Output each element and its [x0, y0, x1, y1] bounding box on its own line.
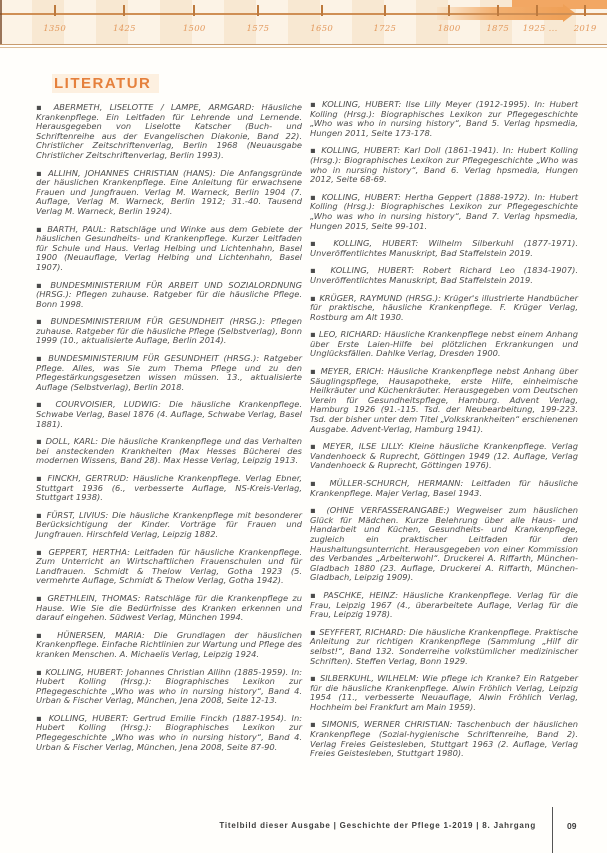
literature-column-right: [310, 100, 578, 767]
page-number: 09: [567, 821, 577, 831]
footer-caption: Titelbild dieser Ausgabe | Geschichte der Pflege 1-2019 | 8. Jahrgang: [219, 821, 536, 830]
literature-entry: ▪ (OHNE VERFASSERANGABE:) Wegweiser zum häuslichen Glück für Mädchen. Kurze Belehrung über alle Haus- und Handarbeit und Küchen, Gesundheits- und Krankenpflege, zugleich ein praktischer Leitfaden für den Haushaltungsunterricht. Herausgegeben von einer Kommission des Verbandes „Arbeiterwohl“. Druckerei A. Riffarth, München-Gladbach 1880 (23. Auflage, Druckerei A. Riffarth, München-Gladbach, Leipzig 1909).: [310, 505, 578, 583]
footer-divider: [552, 807, 553, 853]
literature-entry: ▪ DOLL, KARL: Die häusliche Krankenpflege und das Verhalten bei ansteckenden Krankheiten (Max Hesses Bücherei des modernen Wissens, Band 28). Max Hesse Verlag, Leipzig 1913.: [36, 436, 302, 466]
literature-entry: ▪ KOLLING, HUBERT: Karl Doll (1861-1941). In: Hubert Kolling (Hrsg.): Biographisches Lexikon zur Pflegegeschichte „Who was who in nursing history“, Band 6. Verlag hpsmedia, Hungen 2012, Seite 68-69.: [310, 145, 578, 185]
timeline-header: [0, 0, 607, 45]
literature-entry: ▪ SILBERKUHL, WILHELM: Wie pflege ich Kranke? Ein Ratgeber für die häusliche Krankenpflege. Alwin Fröhlich Verlag, Leipzig 1954 (11., verbesserte Neuauflage, Alwin Fröhlich Verlag, Hochheim bei Frankfurt am Main 1959).: [310, 673, 578, 712]
literature-entry: ▪ KOLLING, HUBERT: Hertha Geppert (1888-1972). In: Hubert Kolling (Hrsg.): Biographisches Lexikon zur Pflegegeschichte „Who was who in nursing history“, Band 7. Verlag hpsmedia, Hungen 2015, Seite 99-101.: [310, 191, 578, 231]
literature-entry: ▪ MEYER, ERICH: Häusliche Krankenpflege nebst Anhang über Säuglingspflege, Hausapotheke, erste Hilfe, einheimische Heilkräuter und Küchenkräuter. Herausgegeben vom Deutschen Verein für Gesundheitspflege, Hamburg. Advent Verlag, Hamburg 1926 (91.-115. Tsd. der Neubearbeitung, 199-223. Tsd. der bisher unter dem Titel „Volkskrankheiten“ erschienenen Ausgabe. Advent-Verlag, Hamburg 1941).: [310, 366, 578, 434]
literature-entry: ▪ SEYFFERT, RICHARD: Die häusliche Krankenpflege. Praktische Anleitung zur richtigen Krankenpflege (Sammlung „Hilf dir selbst!“, Band 132. Sonderreihe volkstümlicher medizinischer Schriften). Steffen Verlag, Bonn 1929.: [310, 626, 578, 666]
literature-entry: ▪ ABERMETH, LISELOTTE / LAMPE, ARMGARD: Häusliche Krankenpflege. Ein Leitfaden für Lehrende und Lernende. Herausgegeben von Liselotte Katscher (Buch- und Schriftenreihe aus der Evangelischen Diakonie, Band 22). Christlicher Zeitschriftenverlag, Berlin 1968 (Neuausgabe Christlicher Zeitschriftenverlag, Berlin 1993).: [36, 102, 302, 160]
timeline-year: 1575: [246, 24, 270, 34]
literature-entry: ▪ FÜRST, LIVIUS: Die häusliche Krankenpflege mit besonderer Berücksichtigung der Kinder. Vorträge für Frauen und Jungfrauen. Hirschfeld Verlag, Leipzig 1882.: [36, 509, 302, 539]
timeline-year: 1650: [310, 24, 334, 34]
timeline-tick: [384, 5, 386, 16]
timeline-axis: [0, 13, 607, 15]
timeline-tick: [123, 5, 125, 16]
timeline-tick: [584, 5, 586, 16]
literature-entry: ▪ BUNDESMINISTERIUM FÜR ARBEIT UND SOZIALORDNUNG (HRSG.): Pflegen zuhause. Ratgeber für die häusliche Pflege. Bonn 1998.: [36, 279, 302, 309]
timeline-tick: [257, 5, 259, 16]
timeline-tick: [321, 5, 323, 16]
literature-entry: ▪ BUNDESMINISTERIUM FÜR GESUNDHEIT (HRSG.): Pflegen zuhause. Ratgeber für die häusliche Pflege (Selbstverlag), Bonn 1999 (10., aktualisierte Auflage, Berlin 2014).: [36, 316, 302, 346]
timeline-year: 1425: [113, 24, 136, 34]
literature-entry: ▪ PASCHKE, HEINZ: Häusliche Krankenpflege. Verlag für die Frau, Leipzig 1967 (4., überarbeitete Auflage, Verlag für die Frau, Leipzig 1978).: [310, 589, 578, 620]
timeline-year: 1350: [43, 24, 67, 34]
timeline-tick: [193, 5, 195, 16]
timeline-underline: [0, 47, 607, 48]
timeline-year: 1925 ...: [522, 24, 558, 34]
literature-entry: ▪ BUNDESMINISTERIUM FÜR GESUNDHEIT (HRSG.): Ratgeber Pflege. Alles, was Sie zum Thema Pflege und zu den Pflegestärkungsgesetzen wissen müssen. 13., aktualisierte Auflage (Selbstverlag), Berlin 2018.: [36, 353, 302, 392]
section-title: LITERATUR: [52, 74, 159, 93]
literature-entry: ▪ SIMONIS, WERNER CHRISTIAN: Taschenbuch der häuslichen Krankenpflege (Sozial-hygienische Schriftenreihe, Band 2). Verlag Freies Geistesleben, Stuttgart 1963 (2. Auflage, Verlag Freies Geistesleben, Stuttgart 1980).: [310, 719, 578, 759]
timeline-tick: [54, 5, 56, 16]
literature-entry: ▪ LEO, RICHARD: Häusliche Krankenpflege nebst einem Anhang über Erste Laien-Hilfe bei plötzlichen Erkrankungen und Unglücksfällen. Dahlke Verlag, Dresden 1900.: [310, 329, 578, 359]
timeline-year: 1500: [182, 24, 206, 34]
literature-entry: ▪ KOLLING, HUBERT: Robert Richard Leo (1834-1907). Unveröffentlichtes Manuskript, Bad Staffelstein 2019.: [310, 265, 578, 285]
literature-column-left: [36, 103, 302, 760]
literature-entry: ▪ KOLLING, HUBERT: Johannes Christian Allihn (1885-1959). In: Hubert Kolling (Hrsg.): Biographisches Lexikon zur Pflegegeschichte „Who was who in nursing history“, Band 4. Urban & Fischer Verlag, München, Jena 2008, Seite 12-13.: [36, 666, 302, 706]
timeline-tick: [497, 5, 499, 16]
timeline-year: 1800: [437, 24, 461, 34]
literature-entry: ▪ MEYER, ILSE LILLY: Kleine häusliche Krankenpflege. Verlag Vandenhoeck & Ruprecht, Göttingen 1949 (12. Auflage, Verlag Vandenhoeck & Ruprecht, Göttingen 1976).: [310, 441, 578, 471]
literature-entry: ▪ KRÜGER, RAYMUND (HRSG.): Krüger's illustrierte Handbücher für praktische, häusliche Krankenpflege. F. Krüger Verlag, Rostburg am Alt 1930.: [310, 292, 578, 322]
literature-entry: ▪ KOLLING, HUBERT: Wilhelm Silberkuhl (1877-1971). Unveröffentlichtes Manuskript, Bad Staffelstein 2019.: [310, 238, 578, 258]
literature-entry: ▪ BARTH, PAUL: Ratschläge und Winke aus dem Gebiete der häuslichen Gesundheits- und Krankenpflege. Kurzer Leitfaden für Schule und Haus. Verlag Helbing und Lichtenhahn, Basel 1900 (Neuauflage, Verlag Helbing und Lichtenhahn, Basel 1907).: [36, 223, 302, 272]
literature-entry: ▪ KOLLING, HUBERT: Gertrud Emilie Finckh (1887-1954). In: Hubert Kolling (Hrsg.): Biographisches Lexikon zur Pflegegeschichte „Who was who in nursing history“, Band 4. Urban & Fischer Verlag, München, Jena 2008, Seite 87-90.: [36, 712, 302, 752]
timeline-year: 1875: [486, 24, 510, 34]
timeline-year: 2019: [573, 24, 597, 34]
timeline-tick: [536, 5, 538, 16]
page-footer: [0, 807, 593, 853]
timeline-tick: [448, 5, 450, 16]
timeline-left-edge: [0, 0, 2, 44]
literature-entry: ▪ COURVOISIER, LUDWIG: Die häusliche Krankenpflege. Schwabe Verlag, Basel 1876 (4. Auflage, Schwabe Verlag, Basel 1881).: [36, 399, 302, 429]
literature-entry: ▪ GEPPERT, HERTHA: Leitfaden für häusliche Krankenpflege. Zum Unterricht an Wirtschaftlichen Frauenschulen und für Landfrauen. Schmidt & Thelow Verlag, Gotha 1923 (5. vermehrte Auflage, Schmidt & Thelow Verlag, Gotha 1942).: [36, 546, 302, 586]
literature-entry: ▪ HÜNERSEN, MARIA: Die Grundlagen der häuslichen Krankenpflege. Einfache Richtlinien zur Wartung und Pflege des kranken Menschen. A. Michaelis Verlag, Leipzig 1924.: [36, 629, 302, 659]
literature-entry: ▪ MÜLLER-SCHURCH, HERMANN: Leitfaden für häusliche Krankenpflege. Majer Verlag, Basel 1943.: [310, 478, 578, 498]
timeline-year: 1725: [373, 24, 397, 34]
literature-entry: ▪ GRETHLEIN, THOMAS: Ratschläge für die Krankenpflege zu Hause. Wie Sie die Bedürfnisse des Kranken erkennen und darauf eingehen. Südwest Verlag, München 1994.: [36, 592, 302, 623]
literature-entry: ▪ KOLLING, HUBERT: Ilse Lilly Meyer (1912-1995). In: Hubert Kolling (Hrsg.): Biographisches Lexikon zur Pflegegeschichte „Who was who in nursing history“, Band 5. Verlag hpsmedia, Hungen 2011, Seite 173-178.: [310, 99, 578, 138]
literature-entry: ▪ ALLIHN, JOHANNES CHRISTIAN (HANS): Die Anfangsgründe der häuslichen Krankenpflege. Eine Anleitung für erwachsene Frauen und Jungfrauen. Verlag M. Warneck, Berlin 1904 (7. Auflage, Verlag M. Warneck, Berlin 1912; 31.-40. Tausend Verlag M. Warneck, Berlin 1924).: [36, 167, 302, 216]
literature-entry: ▪ FINCKH, GERTRUD: Häusliche Krankenpflege. Verlag Ebner, Stuttgart 1936 (6., verbesserte Auflage, NS-Kreis-Verlag, Stuttgart 1938).: [36, 473, 302, 503]
